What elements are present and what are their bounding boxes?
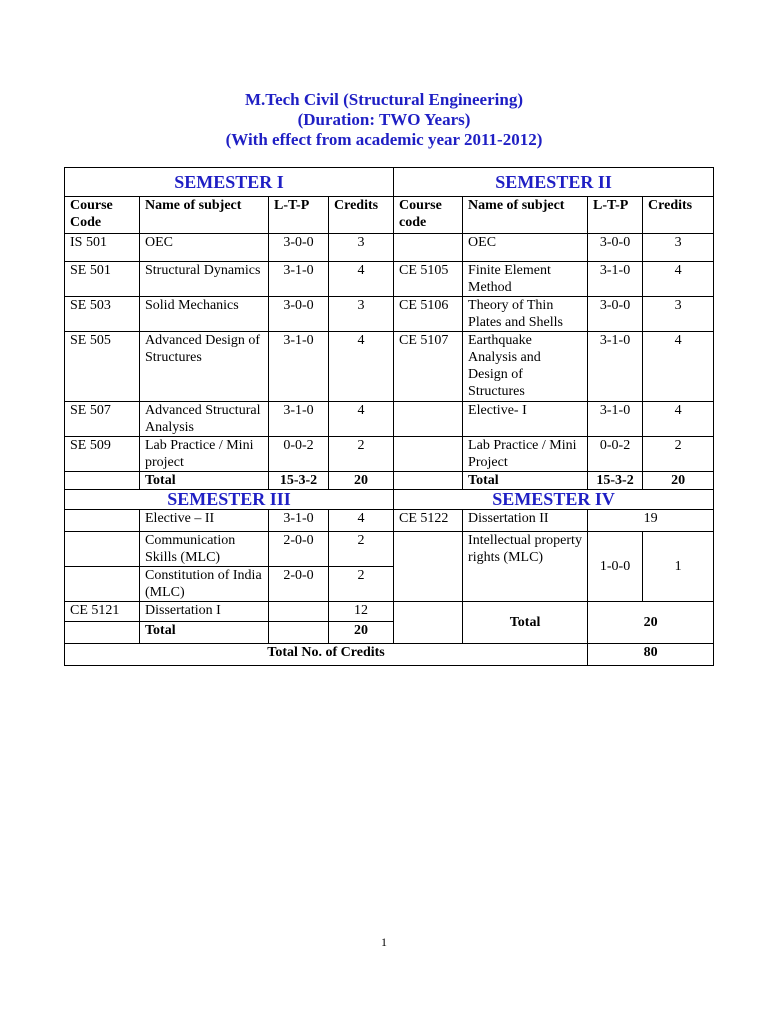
heading-duration: (Duration: TWO Years) (297, 110, 471, 129)
credits: 1 (643, 532, 714, 602)
credits: 4 (643, 332, 714, 402)
subject-name: Communication Skills (MLC) (140, 532, 269, 567)
course-code: CE 5121 (65, 602, 140, 622)
course-code: SE 505 (65, 332, 140, 402)
header-subject: Name of subject (463, 197, 588, 234)
course-code (65, 532, 140, 567)
header-subject: Name of subject (140, 197, 269, 234)
credits: 2 (329, 567, 394, 602)
total-credits: 20 (329, 472, 394, 490)
credits: 2 (643, 437, 714, 472)
subject-name: Structural Dynamics (140, 262, 269, 297)
subject-name: Dissertation I (140, 602, 269, 622)
course-code: IS 501 (65, 234, 140, 262)
subject-name: Lab Practice / Mini Project (463, 437, 588, 472)
total-row (65, 472, 714, 490)
credits: 4 (329, 262, 394, 297)
total-credits: 20 (329, 622, 394, 644)
credits: 3 (329, 234, 394, 262)
credits: 4 (329, 332, 394, 402)
course-code: SE 509 (65, 437, 140, 472)
total-ltp: 15-3-2 (269, 472, 329, 490)
subject-name: OEC (140, 234, 269, 262)
header-course-code: Course code (394, 197, 463, 234)
course-code (394, 532, 463, 602)
ltp: 3-1-0 (588, 402, 643, 437)
table-row (65, 332, 714, 402)
course-code (65, 567, 140, 602)
grand-total-label: Total No. of Credits (65, 644, 588, 666)
credits: 2 (329, 532, 394, 567)
course-code (394, 234, 463, 262)
course-code: CE 5105 (394, 262, 463, 297)
ltp: 2-0-0 (269, 532, 329, 567)
ltp: 1-0-0 (588, 532, 643, 602)
table-row (65, 532, 714, 567)
total-label: Total (140, 472, 269, 490)
ltp: 3-0-0 (588, 297, 643, 332)
ltp: 0-0-2 (269, 437, 329, 472)
course-code (65, 510, 140, 532)
total-credits: 20 (588, 602, 714, 644)
subject-name: Elective- I (463, 402, 588, 437)
ltp: 2-0-0 (269, 567, 329, 602)
header-course-code: Course Code (65, 197, 140, 234)
heading-effect: (With effect from academic year 2011-2012) (225, 130, 543, 149)
heading-title: M.Tech Civil (Structural Engineering) (245, 90, 523, 109)
credits: 4 (643, 402, 714, 437)
total-label: Total (140, 622, 269, 644)
total-credits: 20 (643, 472, 714, 490)
subject-name: OEC (463, 234, 588, 262)
header-credits: Credits (643, 197, 714, 234)
semester-1-title: SEMESTER I (65, 168, 394, 197)
course-code: CE 5122 (394, 510, 463, 532)
subject-name: Solid Mechanics (140, 297, 269, 332)
ltp (269, 602, 329, 622)
course-code: SE 507 (65, 402, 140, 437)
header-ltp: L-T-P (269, 197, 329, 234)
subject-name: Theory of Thin Plates and Shells (463, 297, 588, 332)
grand-total-row (65, 644, 714, 666)
table-row (65, 510, 714, 532)
table-row (65, 297, 714, 332)
grand-total-value: 80 (588, 644, 714, 666)
subject-name: Advanced Structural Analysis (140, 402, 269, 437)
credits: 3 (643, 297, 714, 332)
credits: 3 (329, 297, 394, 332)
course-code: CE 5107 (394, 332, 463, 402)
header-ltp: L-T-P (588, 197, 643, 234)
page-heading (0, 90, 768, 150)
semester-2-title: SEMESTER II (394, 168, 714, 197)
subject-name: Elective – II (140, 510, 269, 532)
ltp: 3-1-0 (588, 262, 643, 297)
credits: 4 (329, 402, 394, 437)
credits: 19 (588, 510, 714, 532)
credits: 4 (329, 510, 394, 532)
ltp: 3-0-0 (269, 234, 329, 262)
subject-name: Finite Element Method (463, 262, 588, 297)
subject-name: Intellectual property rights (MLC) (463, 532, 588, 602)
subject-name: Earthquake Analysis and Design of Structures (463, 332, 588, 402)
curriculum-table (64, 167, 714, 666)
ltp: 3-1-0 (588, 332, 643, 402)
semester-3-title: SEMESTER III (65, 490, 394, 510)
ltp: 3-1-0 (269, 510, 329, 532)
total-ltp: 15-3-2 (588, 472, 643, 490)
course-code (394, 437, 463, 472)
table-row (65, 262, 714, 297)
subject-name: Advanced Design of Structures (140, 332, 269, 402)
ltp: 3-0-0 (269, 297, 329, 332)
credits: 12 (329, 602, 394, 622)
table-row (65, 437, 714, 472)
header-credits: Credits (329, 197, 394, 234)
ltp: 3-1-0 (269, 332, 329, 402)
credits: 4 (643, 262, 714, 297)
credits: 3 (643, 234, 714, 262)
table-row (65, 402, 714, 437)
credits: 2 (329, 437, 394, 472)
total-label: Total (463, 602, 588, 644)
ltp: 3-1-0 (269, 402, 329, 437)
header-row (65, 197, 714, 234)
course-code (394, 402, 463, 437)
course-code: CE 5106 (394, 297, 463, 332)
page-number: 1 (381, 935, 387, 949)
total-label: Total (463, 472, 588, 490)
subject-name: Dissertation II (463, 510, 588, 532)
table-row (65, 602, 714, 622)
ltp: 0-0-2 (588, 437, 643, 472)
subject-name: Constitution of India (MLC) (140, 567, 269, 602)
table-row (65, 234, 714, 262)
ltp: 3-1-0 (269, 262, 329, 297)
subject-name: Lab Practice / Mini project (140, 437, 269, 472)
ltp: 3-0-0 (588, 234, 643, 262)
course-code: SE 503 (65, 297, 140, 332)
course-code: SE 501 (65, 262, 140, 297)
semester-4-title: SEMESTER IV (394, 490, 714, 510)
